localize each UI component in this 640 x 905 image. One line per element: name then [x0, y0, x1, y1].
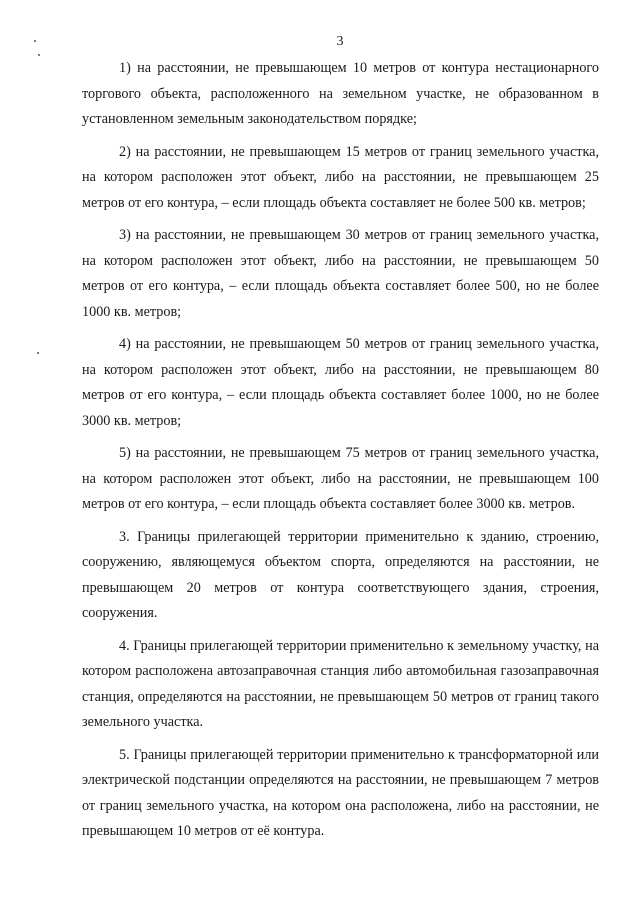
paragraph-item-3: 3) на расстоянии, не превышающем 30 метров от границ земельного участка, на котором расположен этот объект, либо на расстоянии, не превышающем 50 метров от его контура, – если площадь объекта составляет более 500, но не более 1000 кв. метров;: [82, 227, 599, 320]
document-body: [82, 56, 599, 852]
paragraph-section-3: 3. Границы прилегающей территории применительно к зданию, строению, сооружению, являющемуся объектом спорта, определяются на расстоянии, не превышающем 20 метров от контура соответствующего здания, строения, сооружения.: [82, 528, 599, 621]
paragraph-item-2: 2) на расстоянии, не превышающем 15 метров от границ земельного участка, на котором расположен этот объект, либо на расстоянии, не превышающем 25 метров от его контура, – если площадь объекта составляет не более 500 кв. метров;: [82, 143, 599, 211]
paragraph-section-4: 4. Границы прилегающей территории применительно к земельному участку, на котором расположена автозаправочная станция либо автомобильная газозаправочная станция, определяются на расстоянии, не превышающем 50 метров от границ такого земельного участка.: [82, 637, 599, 730]
paragraph-item-4: 4) на расстоянии, не превышающем 50 метров от границ земельного участка, на котором расположен этот объект, либо на расстоянии, не превышающем 80 метров от его контура, – если площадь объекта составляет более 1000, но не более 3000 кв. метров;: [82, 336, 599, 429]
page-number: 3: [336, 34, 344, 49]
scan-speck: [37, 352, 39, 354]
paragraph-item-1: 1) на расстоянии, не превышающем 10 метров от контура нестационарного торгового объекта, расположенного на земельном участке, не образованном в установленном земельным законодательством порядке;: [82, 60, 599, 127]
paragraph-item-5: 5) на расстоянии, не превышающем 75 метров от границ земельного участка, на котором расположен этот объект, либо на расстоянии, не превышающем 100 метров от его контура, – если площадь объекта составляет более 3000 кв. метров.: [82, 445, 599, 512]
paragraph-section-5: 5. Границы прилегающей территории применительно к трансформаторной или электрической подстанции определяются на расстоянии, не превышающем 7 метров от границ земельного участка, на котором она расположена, либо на расстоянии, не превышающем 10 метров от её контура.: [82, 746, 599, 839]
scan-speck: [38, 54, 40, 56]
